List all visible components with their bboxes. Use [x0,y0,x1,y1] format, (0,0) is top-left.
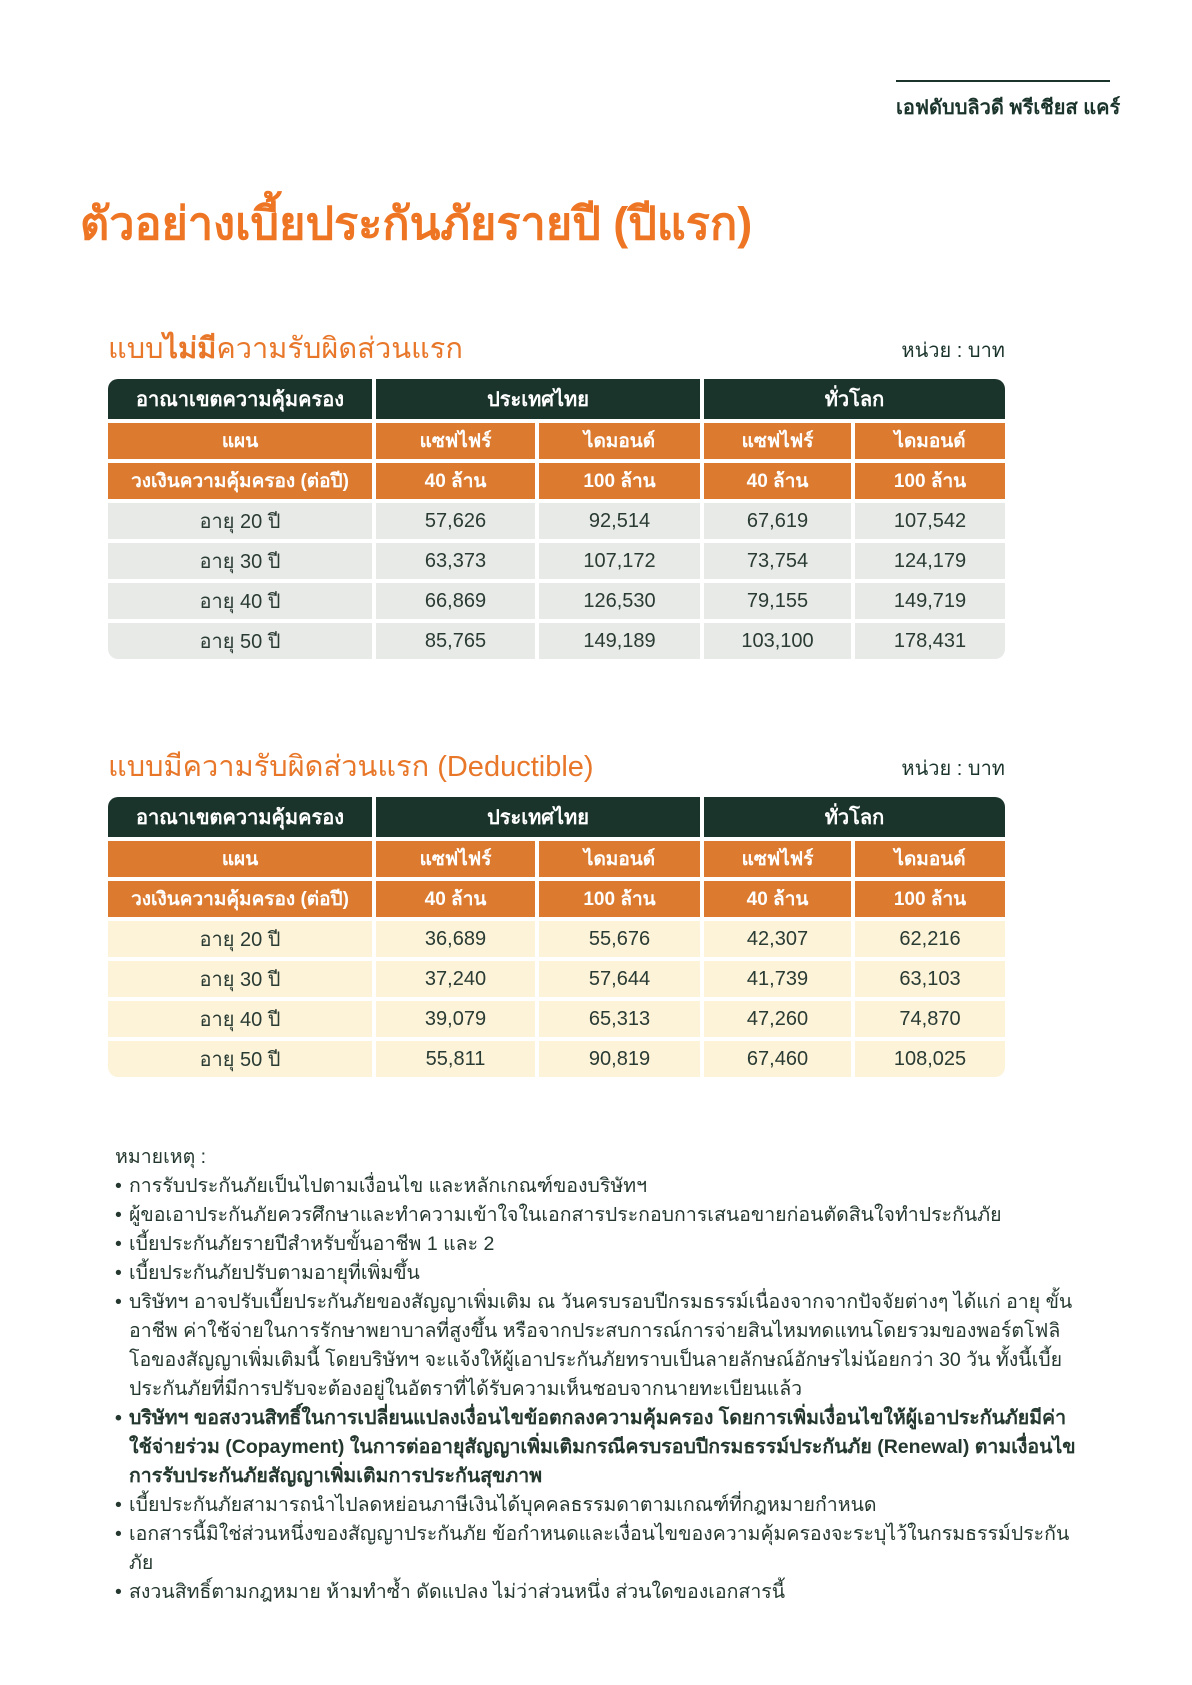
header-coverage: วงเงินความคุ้มครอง (ต่อปี) [108,463,372,499]
premium-th-diamond: 55,676 [539,921,700,957]
header-thailand: ประเทศไทย [376,797,700,837]
header-limit-40m: 40 ล้าน [704,463,851,499]
unit-label: หน่วย : บาท [901,340,1005,363]
premium-th-sapphire: 66,869 [376,583,535,619]
header-limit-100m: 100 ล้าน [539,881,700,917]
section-title-prefix: แบบ [108,333,164,365]
table-row [108,583,1005,619]
section-header [108,748,1005,787]
age-cell: อายุ 40 ปี [108,583,372,619]
premium-ww-diamond: 62,216 [855,921,1005,957]
note-item [115,1491,1077,1520]
premium-ww-sapphire: 67,619 [704,503,851,539]
premium-th-sapphire: 39,079 [376,1001,535,1037]
table-header-region-row [108,797,1005,837]
header-plan-sapphire-ww: แซฟไฟร์ [704,423,851,459]
note-item [115,1172,1077,1201]
header-coverage: วงเงินความคุ้มครอง (ต่อปี) [108,881,372,917]
table-row [108,1001,1005,1037]
table-body [108,921,1005,1077]
note-item [115,1288,1077,1404]
note-text: เอกสารนี้มิใช่ส่วนหนึ่งของสัญญาประกันภัย ข้อกำหนดและเงื่อนไขของความคุ้มครองจะระบุไว้ในกรมธรรม์ประกันภัย [129,1523,1070,1574]
age-cell: อายุ 20 ปี [108,921,372,957]
premium-ww-sapphire: 41,739 [704,961,851,997]
premium-th-diamond: 107,172 [539,543,700,579]
premium-ww-diamond: 108,025 [855,1041,1005,1077]
age-cell: อายุ 50 ปี [108,623,372,659]
bullet-icon: • [115,1581,122,1603]
section-title-bold: ไม่มี [163,333,217,365]
header-plan-diamond-th: ไดมอนด์ [539,841,700,877]
note-item [115,1578,1077,1607]
header-limit-40m: 40 ล้าน [704,881,851,917]
premium-ww-diamond: 107,542 [855,503,1005,539]
premium-ww-sapphire: 47,260 [704,1001,851,1037]
table-body [108,503,1005,659]
bullet-icon: • [115,1233,122,1255]
note-item [115,1201,1077,1230]
bullet-icon: • [115,1262,122,1284]
age-cell: อายุ 50 ปี [108,1041,372,1077]
note-text: การรับประกันภัยเป็นไปตามเงื่อนไข และหลักเกณฑ์ของบริษัทฯ [129,1175,648,1197]
premium-ww-sapphire: 42,307 [704,921,851,957]
header-region: อาณาเขตความคุ้มครอง [108,379,372,419]
premium-ww-sapphire: 67,460 [704,1041,851,1077]
note-text: บริษัทฯ ขอสงวนสิทธิ์ในการเปลี่ยนแปลงเงื่อนไขข้อตกลงความคุ้มครอง โดยการเพิ่มเงื่อนไขให้ผู้เอาประกันภัยมีค่าใช้จ่ายร่วม (Copayment) ในการต่ออายุสัญญาเพิ่มเติมกรณีครบรอบปีกรมธรรม์ประกันภัย (Renewal) ตามเงื่อนไขการรับประกันภัยสัญญาเพิ่มเติมการประกันสุขภาพ [129,1407,1076,1487]
header-region: อาณาเขตความคุ้มครอง [108,797,372,837]
brand-divider [896,80,1110,82]
note-item [115,1230,1077,1259]
premium-th-diamond: 149,189 [539,623,700,659]
notes-title: หมายเหตุ : [115,1146,207,1168]
header-plan-sapphire-ww: แซฟไฟร์ [704,841,851,877]
bullet-icon: • [115,1175,122,1197]
header-limit-100m: 100 ล้าน [855,881,1005,917]
header-plan-diamond-th: ไดมอนด์ [539,423,700,459]
page-title: ตัวอย่างเบี้ยประกันภัยรายปี (ปีแรก) [80,198,753,249]
header-worldwide: ทั่วโลก [704,797,1005,837]
section-title-prefix: แบบมีความรับผิดส่วนแรก (Deductible) [108,751,594,783]
age-cell: อายุ 20 ปี [108,503,372,539]
premium-ww-diamond: 124,179 [855,543,1005,579]
note-item [115,1520,1077,1578]
header-worldwide: ทั่วโลก [704,379,1005,419]
age-cell: อายุ 30 ปี [108,543,372,579]
premium-ww-sapphire: 79,155 [704,583,851,619]
table-row [108,623,1005,659]
premium-ww-sapphire: 73,754 [704,543,851,579]
premium-ww-diamond: 74,870 [855,1001,1005,1037]
bullet-icon: • [115,1494,122,1516]
header-plan: แผน [108,423,372,459]
premium-th-sapphire: 37,240 [376,961,535,997]
bullet-icon: • [115,1407,122,1429]
note-text: สงวนสิทธิ์ตามกฎหมาย ห้ามทำซ้ำ ดัดแปลง ไม่ว่าส่วนหนึ่ง ส่วนใดของเอกสารนี้ [129,1581,786,1603]
note-text: เบี้ยประกันภัยสามารถนำไปลดหย่อนภาษีเงินได้บุคคลธรรมดาตามเกณฑ์ที่กฎหมายกำหนด [129,1494,877,1516]
table-header-region-row [108,379,1005,419]
header-limit-100m: 100 ล้าน [855,463,1005,499]
premium-th-sapphire: 36,689 [376,921,535,957]
header-limit-40m: 40 ล้าน [376,881,535,917]
header-plan: แผน [108,841,372,877]
header-thailand: ประเทศไทย [376,379,700,419]
header-plan-sapphire-th: แซฟไฟร์ [376,841,535,877]
table-row [108,503,1005,539]
premium-th-diamond: 92,514 [539,503,700,539]
premium-th-diamond: 126,530 [539,583,700,619]
premium-ww-diamond: 178,431 [855,623,1005,659]
premium-th-sapphire: 63,373 [376,543,535,579]
notes-section [115,1143,1077,1607]
brand-name: เอฟดับบลิวดี พรีเชียส แคร์ [896,97,1121,119]
section-title [108,330,463,369]
section-no-deductible [108,330,1005,659]
header-plan-diamond-ww: ไดมอนด์ [855,841,1005,877]
section-title-suffix: ความรับผิดส่วนแรก [216,333,463,365]
premium-th-sapphire: 85,765 [376,623,535,659]
table-row [108,543,1005,579]
table-row [108,921,1005,957]
section-deductible [108,748,1005,1077]
premium-th-sapphire: 55,811 [376,1041,535,1077]
note-text: เบี้ยประกันภัยปรับตามอายุที่เพิ่มขึ้น [129,1262,420,1284]
table-header-plan-row [108,423,1005,459]
unit-label: หน่วย : บาท [901,758,1005,781]
premium-ww-sapphire: 103,100 [704,623,851,659]
table-header-coverage-row [108,463,1005,499]
age-cell: อายุ 30 ปี [108,961,372,997]
note-text: ผู้ขอเอาประกันภัยควรศึกษาและทำความเข้าใจในเอกสารประกอบการเสนอขายก่อนตัดสินใจทำประกันภัย [129,1204,1002,1226]
section-title [108,748,594,787]
header-limit-100m: 100 ล้าน [539,463,700,499]
bullet-icon: • [115,1204,122,1226]
table-row [108,1041,1005,1077]
header-plan-diamond-ww: ไดมอนด์ [855,423,1005,459]
notes-list [115,1172,1077,1607]
note-text: บริษัทฯ อาจปรับเบี้ยประกันภัยของสัญญาเพิ่มเติม ณ วันครบรอบปีกรมธรรม์เนื่องจากจากปัจจัยต่างๆ ได้แก่ อายุ ขั้นอาชีพ ค่าใช้จ่ายในการรักษาพยาบาลที่สูงขึ้น หรือจากประสบการณ์การจ่ายสินไหมทดแทนโดยรวมของพอร์ตโฟลิโอของสัญญาเพิ่มเติมนี้ โดยบริษัทฯ จะแจ้งให้ผู้เอาประกันภัยทราบเป็นลายลักษณ์อักษรไม่น้อยกว่า 30 วัน ทั้งนี้เบี้ยประกันภัยที่มีการปรับจะต้องอยู่ในอัตราที่ได้รับความเห็นชอบจากนายทะเบียนแล้ว [129,1291,1073,1400]
premium-th-diamond: 57,644 [539,961,700,997]
header-limit-40m: 40 ล้าน [376,463,535,499]
section-header [108,330,1005,369]
note-text: เบี้ยประกันภัยรายปีสำหรับขั้นอาชีพ 1 และ 2 [129,1233,495,1255]
premium-ww-diamond: 149,719 [855,583,1005,619]
premium-th-diamond: 90,819 [539,1041,700,1077]
table-header-coverage-row [108,881,1005,917]
brand-header [896,80,1121,123]
premium-ww-diamond: 63,103 [855,961,1005,997]
note-item [115,1259,1077,1288]
premium-th-diamond: 65,313 [539,1001,700,1037]
bullet-icon: • [115,1291,122,1313]
table-row [108,961,1005,997]
table-header-plan-row [108,841,1005,877]
age-cell: อายุ 40 ปี [108,1001,372,1037]
header-plan-sapphire-th: แซฟไฟร์ [376,423,535,459]
premium-th-sapphire: 57,626 [376,503,535,539]
bullet-icon: • [115,1523,122,1545]
note-item [115,1404,1077,1491]
